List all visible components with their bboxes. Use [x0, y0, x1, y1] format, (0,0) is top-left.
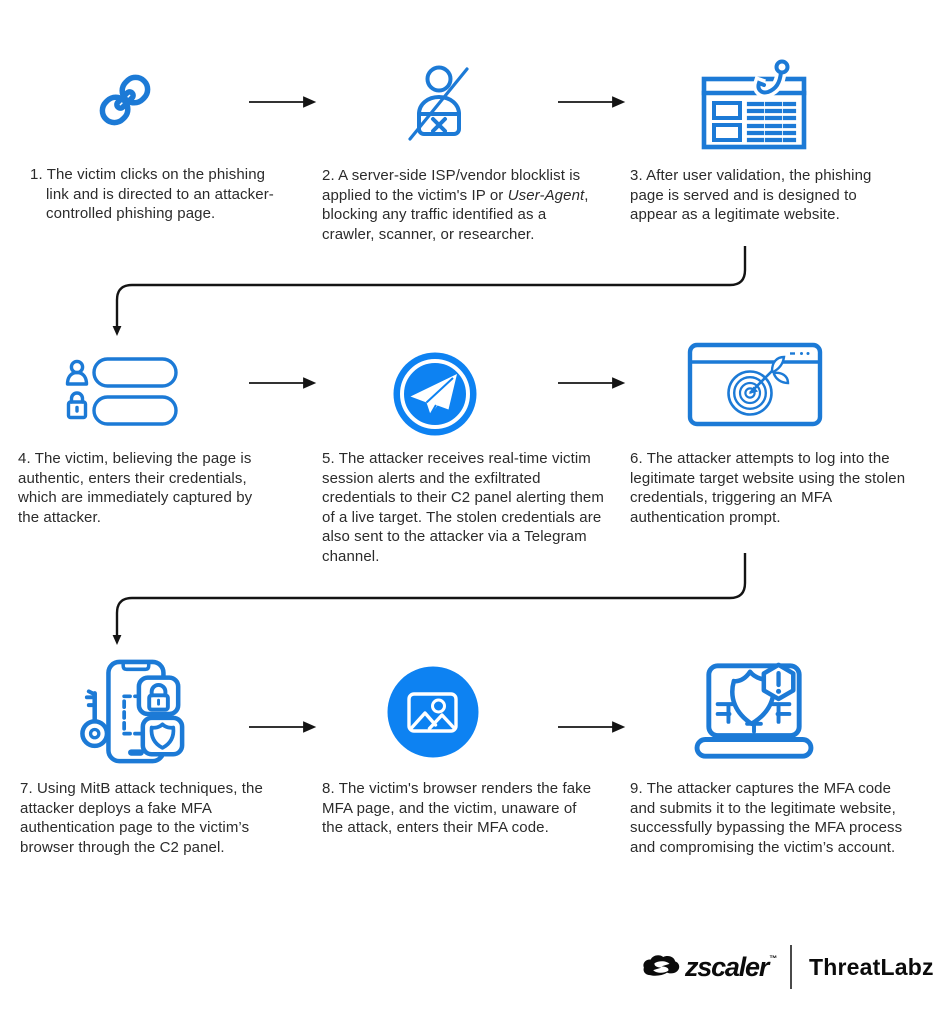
- step-2-text: [322, 166, 602, 244]
- step-8-text: 8. The victim's browser renders the fake MFA page, and the victim, unaware of the attack, enters their MFA code.: [322, 780, 592, 836]
- step-1-text: 1. The victim clicks on the phishing link and is directed to an attacker-controlled phishing page.: [30, 166, 274, 222]
- step-9-text: 9. The attacker captures the MFA code and submits it to the legitimate website, successfully bypassing the MFA process and compromising the victim’s account.: [630, 780, 903, 856]
- step-2-text-italic: User-Agent: [507, 186, 585, 204]
- footer-divider: [790, 945, 792, 989]
- step-6-text: 6. The attacker attempts to log into the legitimate target website using the stolen credentials, triggering an MFA authentication prompt.: [630, 450, 906, 526]
- row-wrap-connector-6-7: [113, 553, 745, 645]
- threatlabz-wordmark: ThreatLabz: [809, 953, 934, 980]
- flow-arrow-1-2: [249, 98, 314, 107]
- credentials-form-icon: [64, 357, 178, 427]
- zscaler-wordmark: [685, 952, 776, 983]
- step-5-text: 5. The attacker receives real-time victim session alerts and the exfiltrated credentials to their C2 panel alerting them of a live target. The stolen credentials are also sent to the attacker via a Telegram channel.: [322, 450, 604, 565]
- mfa-phone-key-icon: [78, 658, 188, 768]
- zscaler-logo-icon: [642, 954, 682, 980]
- flow-arrow-8-9: [558, 723, 623, 732]
- flow-arrow-4-5: [249, 379, 314, 388]
- phishing-page-hook-icon: [697, 58, 809, 152]
- step-2-text-start: 2. A server-side ISP/vendor blocklist is applied to the victim's IP or: [322, 167, 581, 204]
- blocked-user-icon: [398, 62, 478, 144]
- target-browser-icon: [687, 342, 823, 428]
- telegram-icon: [391, 350, 479, 438]
- flow-arrow-5-6: [558, 379, 623, 388]
- step-3-text: 3. After user validation, the phishing page is served and is designed to appear as a legitimate website.: [630, 167, 872, 223]
- step-2-text-end: , blocking any traffic identified as a crawler, scanner, or researcher.: [322, 186, 589, 243]
- chain-link-icon: [90, 65, 160, 135]
- laptop-alert-shield-icon: [692, 657, 816, 767]
- flow-arrow-2-3: [558, 98, 623, 107]
- flow-arrow-7-8: [249, 723, 314, 732]
- brand-footer: [642, 942, 934, 992]
- zscaler-wordmark-text: zscaler: [685, 951, 769, 982]
- trademark-symbol: ™: [769, 953, 776, 963]
- row-wrap-connector-3-4: [113, 246, 745, 336]
- step-7-text: 7. Using MitB attack techniques, the attacker deploys a fake MFA authentication page to the victim’s browser through the C2 panel.: [20, 780, 263, 856]
- image-circle-icon: [385, 664, 481, 760]
- step-4-text: 4. The victim, believing the page is authentic, enters their credentials, which are immediately captured by the attacker.: [18, 450, 253, 526]
